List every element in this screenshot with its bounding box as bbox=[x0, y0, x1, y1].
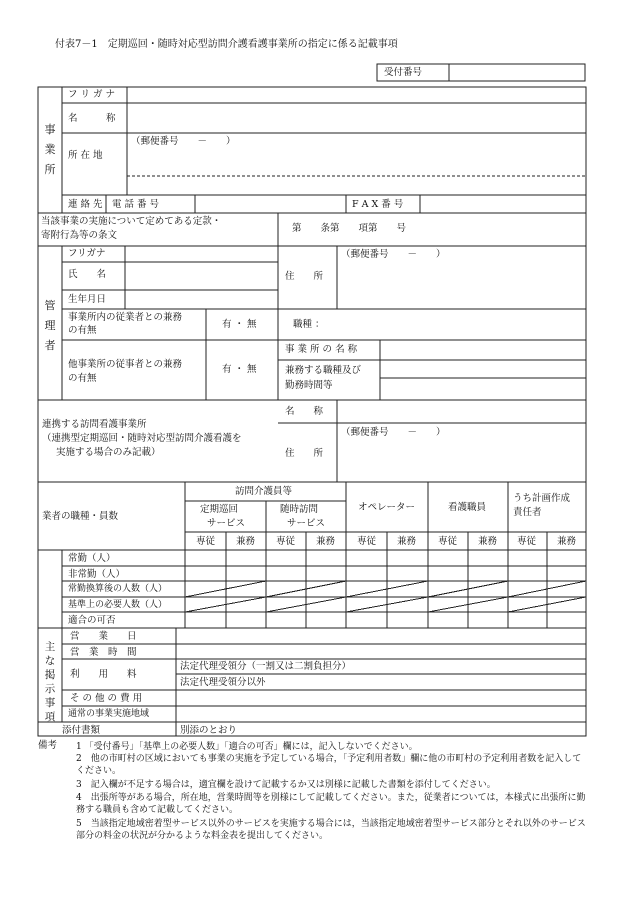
partner-label-line3: 実施する場合のみ記載） bbox=[56, 447, 161, 458]
visit-caregiver-header: 訪問介護員等 bbox=[235, 486, 293, 497]
fee-label: 利 用 料 bbox=[70, 669, 137, 680]
dual-job-label-line1: 兼務する職種及び bbox=[285, 365, 362, 376]
planner-header-2: 責任者 bbox=[513, 507, 542, 518]
sub-header-dual: 兼務 bbox=[478, 536, 498, 547]
oncall-visit-header-1: 随時訪問 bbox=[280, 504, 319, 515]
dual2-yesno[interactable]: 有 ・ 無 bbox=[222, 364, 257, 375]
partner-address-label: 住 所 bbox=[285, 448, 324, 459]
staff-row-label: 常勤換算後の人数（人） bbox=[68, 584, 168, 594]
receipt-number-label: 受付番号 bbox=[384, 67, 423, 78]
note-4: 4 出張所等がある場合，所在地，営業時間等を別様にして記載してください。また，従業者については，本様式に出張所に勤務する職員も含めて記載してください。 bbox=[76, 793, 586, 815]
staff-row-label: 非常勤（人） bbox=[68, 569, 126, 580]
partner-label-line2: （連携型定期巡回・随時対応型訪問介護看護を bbox=[42, 433, 242, 444]
manager-birth-label: 生年月日 bbox=[68, 294, 107, 305]
note-2: 2 他の市町村の区域においても事業の実施を予定している場合，「予定利用者数」欄に他の市町村の予定利用者数を記入してください。 bbox=[76, 754, 582, 776]
office-postal: （郵便番号 － ） bbox=[131, 136, 236, 147]
planner-header-1: うち計画作成 bbox=[513, 493, 571, 504]
staff-row-label: 基準上の必要人数（人） bbox=[68, 600, 168, 610]
manager-postal: （郵便番号 － ） bbox=[341, 249, 446, 260]
dual1-label-line2: の有無 bbox=[68, 325, 97, 336]
articles-label-line1: 当該事業の実施について定めてある定款・ bbox=[41, 216, 222, 227]
staff-label: 業者の職種・員数 bbox=[42, 511, 119, 522]
sub-header-full: 専従 bbox=[196, 536, 216, 547]
office-fax-label: F A X 番 号 bbox=[352, 199, 404, 210]
office-group-label: 事業所 bbox=[44, 123, 56, 176]
office-tel-input[interactable] bbox=[197, 197, 344, 211]
articles-label-line2: 寄附行為等の条文 bbox=[41, 230, 118, 241]
manager-group-label: 管理者 bbox=[44, 299, 56, 352]
main-items-group-label: 主な掲示事項 bbox=[44, 641, 56, 723]
office-address-label: 所 在 地 bbox=[68, 150, 103, 161]
note-1: 1 「受付番号」「基準上の必要人数」「適合の可否」欄には，記入しないでください。 bbox=[76, 742, 418, 752]
partner-postal: （郵便番号 － ） bbox=[341, 427, 446, 438]
receipt-number-field bbox=[451, 65, 583, 80]
other-cost-label: そ の 他 の 費 用 bbox=[70, 693, 143, 704]
manager-name-label: 氏 名 bbox=[68, 269, 107, 280]
manager-name-input[interactable] bbox=[128, 264, 276, 288]
staff-row-label: 適合の可否 bbox=[68, 615, 116, 626]
operator-header: オペレーター bbox=[358, 502, 416, 513]
manager-furigana-label: フリガナ bbox=[68, 248, 106, 259]
nurse-header: 看護職員 bbox=[448, 502, 487, 513]
office-name-label: 名 称 bbox=[68, 113, 116, 124]
sub-header-full: 専従 bbox=[438, 536, 458, 547]
oncall-visit-header-2: サービス bbox=[287, 518, 326, 529]
service-area-label: 通常の事業実施地域 bbox=[68, 709, 150, 719]
sub-header-full: 専従 bbox=[357, 536, 377, 547]
fee-covered: 法定代理受領分（一割又は二割負担分） bbox=[180, 661, 352, 672]
office-contact-label: 連 絡 先 bbox=[68, 199, 103, 210]
business-days-label: 営 業 日 bbox=[70, 631, 137, 642]
office-tel-label: 電 話 番 号 bbox=[112, 199, 160, 210]
office-address-input[interactable] bbox=[130, 152, 582, 174]
sub-header-dual: 兼務 bbox=[397, 536, 417, 547]
partner-name-label: 名 称 bbox=[285, 406, 324, 417]
other-office-name-label: 事 業 所 の 名 称 bbox=[285, 344, 358, 355]
notes-heading: 備考 bbox=[38, 740, 58, 751]
regular-visit-header-2: サービス bbox=[207, 518, 246, 529]
dual1-yesno[interactable]: 有 ・ 無 bbox=[222, 319, 257, 330]
dual1-label-line1: 事業所内の従業者との兼務 bbox=[68, 312, 183, 323]
attachment-value: 別添のとおり bbox=[180, 725, 238, 736]
office-furigana-input[interactable] bbox=[130, 89, 582, 102]
attachment-label: 添付書類 bbox=[62, 725, 101, 736]
articles-value: 第 条第 項第 号 bbox=[292, 223, 407, 234]
office-name-input[interactable] bbox=[130, 105, 582, 131]
sub-header-dual: 兼務 bbox=[236, 536, 256, 547]
manager-birth-input[interactable] bbox=[128, 292, 276, 307]
manager-furigana-input[interactable] bbox=[128, 248, 276, 261]
dual2-label-line2: の有無 bbox=[68, 373, 97, 384]
office-furigana-label: フ リ ガ ナ bbox=[68, 89, 116, 100]
regular-visit-header-1: 定期巡回 bbox=[200, 504, 239, 515]
sub-header-dual: 兼務 bbox=[557, 536, 577, 547]
business-hours-label: 営 業 時 間 bbox=[70, 647, 137, 658]
manager-address-label: 住 所 bbox=[285, 271, 324, 282]
sub-header-dual: 兼務 bbox=[316, 536, 336, 547]
sub-header-full: 専従 bbox=[276, 536, 296, 547]
staff-row-label: 常勤（人） bbox=[68, 553, 116, 564]
partner-label-line1: 連携する訪問看護事業所 bbox=[42, 419, 147, 430]
sub-header-full: 専従 bbox=[517, 536, 537, 547]
dual1-job-label: 職種 ： bbox=[293, 319, 325, 330]
fee-not-covered: 法定代理受領分以外 bbox=[180, 677, 266, 688]
form-title: 付表7－1 定期巡回・随時対応型訪問介護看護事業所の指定に係る記載事項 bbox=[55, 39, 398, 50]
dual-job-label-line2: 勤務時間等 bbox=[285, 380, 333, 391]
note-3: 3 記入欄が不足する場合は，適宜欄を設けて記載するか又は別様に記載した書類を添付してください。 bbox=[76, 780, 496, 790]
note-5: 5 当該指定地域密着型サービス以外のサービスを実施する場合には，当該指定地域密着型サービス部分とそれ以外のサービス部分の料金の状況が分かるような料金表を提出してください。 bbox=[76, 819, 586, 841]
dual2-label-line1: 他事業所の従事者との兼務 bbox=[68, 359, 183, 370]
office-fax-input[interactable] bbox=[422, 197, 584, 211]
